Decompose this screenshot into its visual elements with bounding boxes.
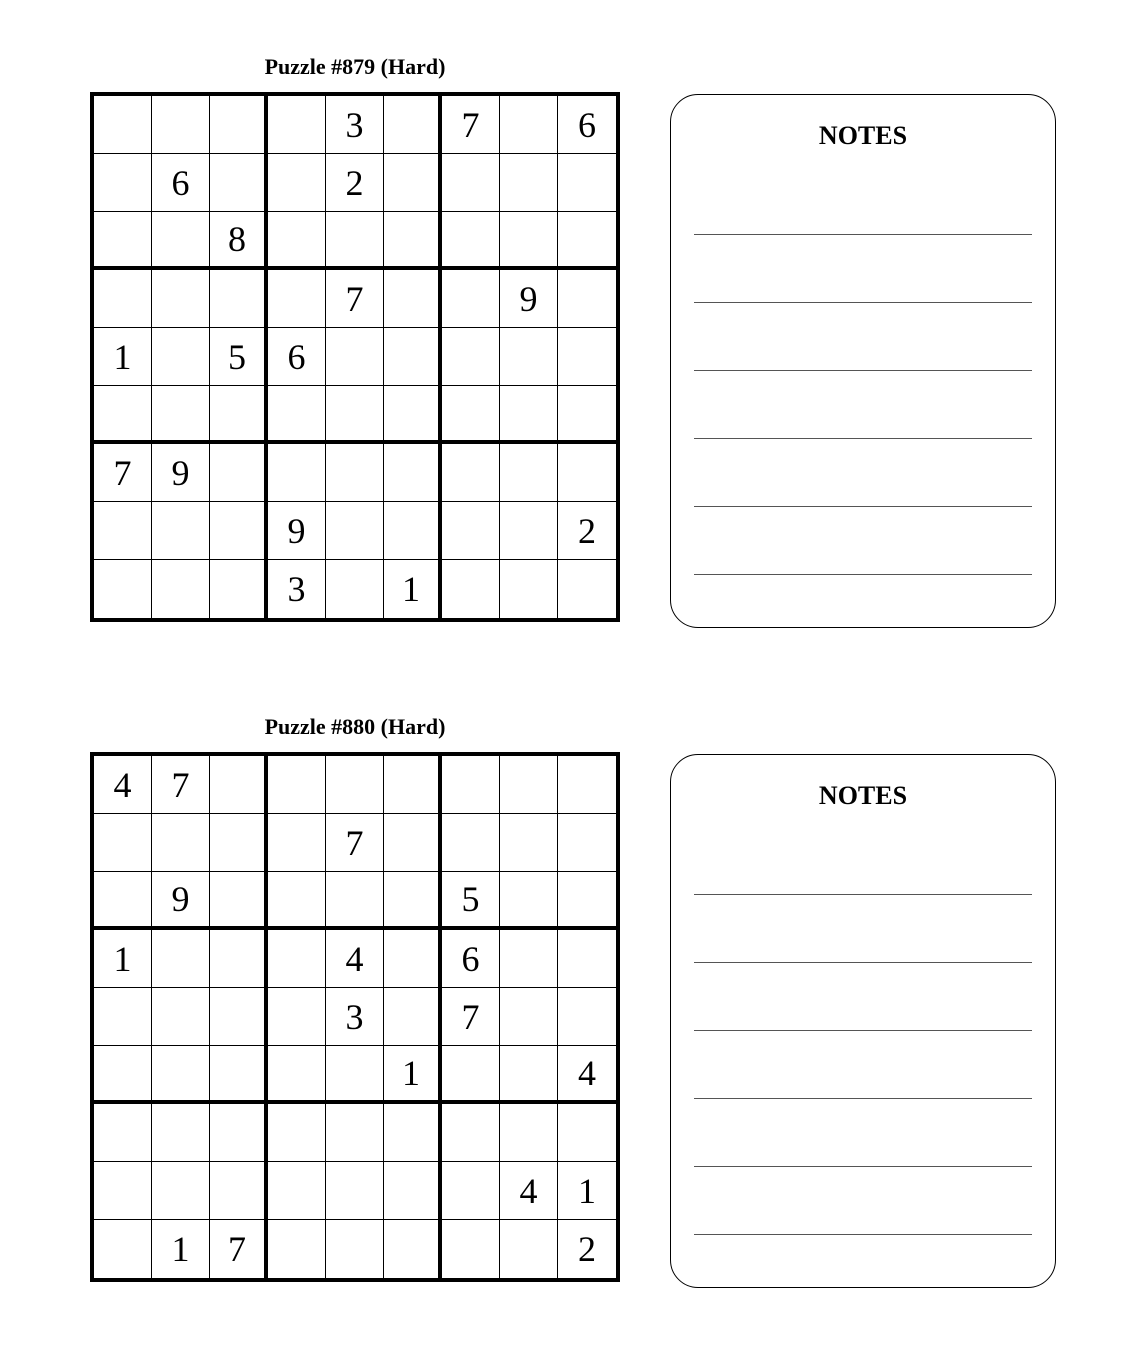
sudoku-cell[interactable]: [152, 814, 210, 872]
puzzle-block: [0, 710, 1140, 1310]
sudoku-cell[interactable]: [152, 386, 210, 444]
sudoku-cell[interactable]: [152, 1046, 210, 1104]
sudoku-cell[interactable]: 2: [578, 1229, 596, 1269]
sudoku-cell[interactable]: [210, 988, 268, 1046]
sudoku-cell[interactable]: 7: [326, 814, 384, 872]
sudoku-cell[interactable]: [500, 386, 558, 444]
sudoku-cell[interactable]: 7: [152, 756, 210, 814]
sudoku-cell[interactable]: [94, 872, 152, 930]
notes-panel[interactable]: [670, 754, 1056, 1288]
note-line[interactable]: [694, 370, 1032, 371]
sudoku-cell[interactable]: [500, 756, 558, 814]
sudoku-cell[interactable]: [384, 154, 442, 212]
sudoku-cell[interactable]: 4: [500, 1162, 558, 1220]
sudoku-cell[interactable]: [500, 814, 558, 872]
sudoku-cell[interactable]: 9: [152, 444, 210, 502]
notes-title: NOTES: [818, 121, 908, 150]
sudoku-cell[interactable]: [94, 988, 152, 1046]
sudoku-cell[interactable]: [326, 872, 384, 930]
note-line[interactable]: [694, 506, 1032, 507]
sudoku-cell[interactable]: [268, 756, 326, 814]
sudoku-cell[interactable]: [326, 756, 384, 814]
sudoku-cell[interactable]: 5: [442, 872, 500, 930]
sudoku-cell[interactable]: [442, 1104, 500, 1162]
sudoku-cell[interactable]: 4: [558, 1046, 616, 1104]
sudoku-cell[interactable]: [210, 386, 268, 444]
sudoku-cell[interactable]: [558, 212, 616, 270]
sudoku-cell[interactable]: 1: [94, 328, 152, 386]
sudoku-cell[interactable]: [384, 1162, 442, 1220]
sudoku-cell[interactable]: [268, 1046, 326, 1104]
sudoku-cell[interactable]: [558, 154, 616, 212]
sudoku-cell[interactable]: 9: [268, 502, 326, 560]
sudoku-cell[interactable]: 6: [268, 328, 326, 386]
sudoku-cell[interactable]: [94, 386, 152, 444]
note-line[interactable]: [694, 234, 1032, 235]
sudoku-cell[interactable]: [94, 1046, 152, 1104]
sudoku-cell[interactable]: 9: [500, 270, 558, 328]
sudoku-cell[interactable]: [94, 560, 152, 618]
sudoku-cell[interactable]: [94, 212, 152, 270]
sudoku-cell[interactable]: [210, 96, 268, 154]
sudoku-cell[interactable]: [500, 444, 558, 502]
note-line[interactable]: [694, 1166, 1032, 1167]
sudoku-cell[interactable]: [268, 270, 326, 328]
sudoku-cell[interactable]: [384, 96, 442, 154]
sudoku-cell[interactable]: [326, 444, 384, 502]
sudoku-cell[interactable]: [384, 988, 442, 1046]
sudoku-cell[interactable]: [384, 872, 442, 930]
sudoku-cell[interactable]: [384, 756, 442, 814]
sudoku-cell[interactable]: [210, 154, 268, 212]
sudoku-cell[interactable]: 1: [152, 1220, 210, 1278]
sudoku-cell[interactable]: [558, 988, 616, 1046]
sudoku-cell[interactable]: [326, 1046, 384, 1104]
sudoku-cell[interactable]: [558, 270, 616, 328]
sudoku-cell[interactable]: [442, 386, 500, 444]
sudoku-cell[interactable]: 2: [326, 154, 384, 212]
sudoku-cell[interactable]: 4: [94, 756, 152, 814]
sudoku-cell[interactable]: 7: [442, 96, 500, 154]
sudoku-cell[interactable]: [326, 1104, 384, 1162]
sudoku-cell[interactable]: [384, 212, 442, 270]
sudoku-cell[interactable]: [442, 444, 500, 502]
sudoku-cell[interactable]: [442, 560, 500, 618]
sudoku-cell[interactable]: [558, 1104, 616, 1162]
sudoku-cell[interactable]: 8: [210, 212, 268, 270]
note-line[interactable]: [694, 894, 1032, 895]
sudoku-cell[interactable]: [268, 1162, 326, 1220]
sudoku-cell[interactable]: [384, 328, 442, 386]
sudoku-cell[interactable]: [210, 930, 268, 988]
sudoku-cell[interactable]: 7: [94, 444, 152, 502]
sudoku-cell[interactable]: [326, 386, 384, 444]
sudoku-cell[interactable]: [500, 96, 558, 154]
sudoku-cell[interactable]: 7: [326, 270, 384, 328]
sudoku-cell[interactable]: [268, 212, 326, 270]
sudoku-cell[interactable]: [210, 872, 268, 930]
sudoku-cell[interactable]: [384, 502, 442, 560]
sudoku-cell[interactable]: [500, 872, 558, 930]
sudoku-cell[interactable]: [442, 328, 500, 386]
sudoku-cell[interactable]: 4: [326, 930, 384, 988]
puzzle-block: [0, 50, 1140, 650]
sudoku-cell[interactable]: 3: [326, 96, 384, 154]
sudoku-cell[interactable]: [384, 1220, 442, 1278]
sudoku-cell[interactable]: [210, 1104, 268, 1162]
sudoku-cell[interactable]: [500, 930, 558, 988]
sudoku-cell[interactable]: [268, 386, 326, 444]
sudoku-cell[interactable]: [326, 212, 384, 270]
sudoku-cell[interactable]: [558, 930, 616, 988]
sudoku-cell[interactable]: [94, 1220, 152, 1278]
puzzle-title: Puzzle #880 (Hard): [264, 714, 446, 739]
sudoku-cell[interactable]: [500, 988, 558, 1046]
notes-title: NOTES: [818, 781, 908, 810]
sudoku-cell[interactable]: [326, 1220, 384, 1278]
note-line[interactable]: [694, 1098, 1032, 1099]
sudoku-cell[interactable]: [152, 930, 210, 988]
sudoku-cell[interactable]: [500, 328, 558, 386]
sudoku-cell[interactable]: [268, 96, 326, 154]
sudoku-cell[interactable]: [268, 930, 326, 988]
sudoku-cell[interactable]: [384, 270, 442, 328]
sudoku-cell[interactable]: 1: [558, 1162, 616, 1220]
sudoku-cell[interactable]: [442, 154, 500, 212]
sudoku-cell[interactable]: [268, 814, 326, 872]
note-line[interactable]: [694, 1030, 1032, 1031]
sudoku-cell[interactable]: 3: [326, 988, 384, 1046]
note-line[interactable]: [694, 438, 1032, 439]
note-line[interactable]: [694, 574, 1032, 575]
sudoku-cell[interactable]: [384, 1104, 442, 1162]
sudoku-cell[interactable]: [442, 1162, 500, 1220]
sudoku-cell[interactable]: 3: [268, 560, 326, 618]
sudoku-cell[interactable]: [326, 328, 384, 386]
sudoku-cell[interactable]: [268, 872, 326, 930]
sudoku-cell[interactable]: [210, 1162, 268, 1220]
sudoku-cell[interactable]: [558, 560, 616, 618]
sudoku-cell[interactable]: [442, 270, 500, 328]
note-line[interactable]: [694, 962, 1032, 963]
sudoku-cell[interactable]: 1: [384, 560, 442, 618]
sudoku-cell[interactable]: [326, 1162, 384, 1220]
sudoku-grid: [90, 752, 620, 1282]
sudoku-cell[interactable]: 9: [152, 872, 210, 930]
sudoku-cell[interactable]: [94, 270, 152, 328]
sudoku-cell[interactable]: [94, 814, 152, 872]
sudoku-cell[interactable]: 7: [442, 988, 500, 1046]
sudoku-cell[interactable]: [268, 1220, 326, 1278]
notes-panel[interactable]: [670, 94, 1056, 628]
sudoku-cell[interactable]: [94, 1162, 152, 1220]
sudoku-cell[interactable]: [500, 154, 558, 212]
sudoku-cell[interactable]: [152, 270, 210, 328]
sudoku-cell[interactable]: 1: [94, 930, 152, 988]
sudoku-grid: [90, 92, 620, 622]
sudoku-cell[interactable]: [210, 1046, 268, 1104]
sudoku-cell[interactable]: [558, 756, 616, 814]
sudoku-cell[interactable]: [210, 444, 268, 502]
puzzle-title: Puzzle #879 (Hard): [264, 54, 446, 79]
sudoku-cell[interactable]: 5: [210, 328, 268, 386]
sudoku-cell[interactable]: [152, 96, 210, 154]
sudoku-cell[interactable]: [94, 96, 152, 154]
sudoku-cell[interactable]: [210, 502, 268, 560]
sudoku-cell[interactable]: [152, 328, 210, 386]
sudoku-cell[interactable]: [152, 1104, 210, 1162]
sudoku-cell[interactable]: [326, 502, 384, 560]
sudoku-cell[interactable]: 1: [384, 1046, 442, 1104]
sudoku-cell[interactable]: [210, 814, 268, 872]
sudoku-cell[interactable]: [210, 756, 268, 814]
sudoku-cell[interactable]: [442, 814, 500, 872]
sudoku-cell[interactable]: 6: [442, 930, 500, 988]
sudoku-cell[interactable]: [152, 560, 210, 618]
sudoku-cell[interactable]: [94, 1104, 152, 1162]
sudoku-cell[interactable]: [268, 444, 326, 502]
sudoku-cell[interactable]: [268, 988, 326, 1046]
sudoku-cell[interactable]: [500, 560, 558, 618]
sudoku-cell[interactable]: [442, 212, 500, 270]
sudoku-cell[interactable]: 2: [558, 502, 616, 560]
sudoku-cell[interactable]: [94, 502, 152, 560]
sudoku-cell[interactable]: [558, 444, 616, 502]
sudoku-cell[interactable]: [94, 154, 152, 212]
sudoku-cell[interactable]: [500, 502, 558, 560]
sudoku-cell[interactable]: [442, 502, 500, 560]
sudoku-cell[interactable]: [500, 1104, 558, 1162]
sudoku-cell[interactable]: [500, 1046, 558, 1104]
sudoku-cell[interactable]: [442, 1046, 500, 1104]
sudoku-cell[interactable]: [384, 444, 442, 502]
sudoku-cell[interactable]: [152, 502, 210, 560]
sudoku-cell[interactable]: [152, 212, 210, 270]
sudoku-cell[interactable]: [442, 1220, 500, 1278]
sudoku-cell[interactable]: [210, 270, 268, 328]
sudoku-cell[interactable]: [558, 328, 616, 386]
sudoku-cell[interactable]: [152, 1162, 210, 1220]
sudoku-cell[interactable]: [500, 1220, 558, 1278]
sudoku-cell[interactable]: [500, 212, 558, 270]
sudoku-cell[interactable]: [326, 560, 384, 618]
sudoku-cell[interactable]: [384, 814, 442, 872]
sudoku-cell[interactable]: [558, 872, 616, 930]
sudoku-cell[interactable]: [210, 560, 268, 618]
note-line[interactable]: [694, 1234, 1032, 1235]
note-line[interactable]: [694, 302, 1032, 303]
sudoku-cell[interactable]: 7: [210, 1220, 268, 1278]
sudoku-cell[interactable]: [268, 1104, 326, 1162]
sudoku-cell[interactable]: [442, 756, 500, 814]
sudoku-cell[interactable]: [558, 386, 616, 444]
sudoku-cell[interactable]: 6: [152, 154, 210, 212]
sudoku-cell[interactable]: [384, 930, 442, 988]
sudoku-cell[interactable]: 6: [558, 96, 616, 154]
sudoku-cell[interactable]: [384, 386, 442, 444]
sudoku-cell[interactable]: [268, 154, 326, 212]
sudoku-cell[interactable]: [152, 988, 210, 1046]
sudoku-cell[interactable]: [558, 814, 616, 872]
